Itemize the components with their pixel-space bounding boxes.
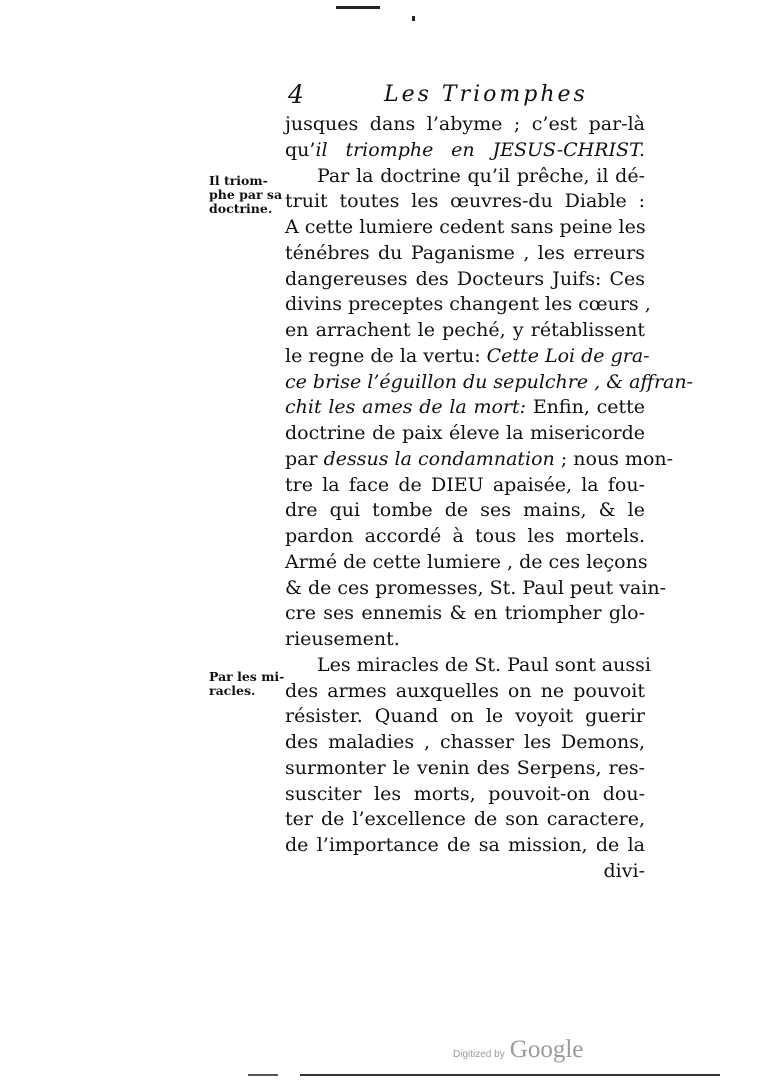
- text-line: A cette lumiere cedent sans peine les: [285, 216, 646, 238]
- text-line: doctrine de paix éleve la misericorde: [285, 422, 645, 444]
- text-line: tre la face de DIEU apaisée, la fou-: [285, 473, 645, 496]
- text-line: le regne de la vertu: Cette Loi de gra-: [285, 344, 650, 367]
- text-line: susciter les morts, pouvoit-on dou-: [285, 782, 645, 805]
- margin-note-miracles: [209, 670, 284, 698]
- margin-note-line: Par les mi-: [209, 669, 285, 684]
- watermark-prefix: Digitized by: [453, 1049, 505, 1060]
- paragraph-start-line: Par la doctrine qu’il prêche, il dé-: [317, 164, 645, 187]
- margin-note-doctrine: [209, 174, 282, 216]
- running-title: Les Triomphes: [384, 82, 588, 107]
- text-line: en arrachent le peché, y rétablissent: [285, 319, 645, 341]
- margin-note-line: phe par sa: [209, 187, 283, 202]
- page-header: [286, 80, 646, 110]
- margin-note-line: racles.: [209, 683, 256, 698]
- top-ornament-rule: [336, 6, 380, 9]
- text-line: ce brise l’éguillon du sepulchre , & affran-: [285, 370, 694, 393]
- text-line: par dessus la condamnation ; nous mon-: [285, 447, 674, 470]
- text-line: Armé de cette lumiere , de ces leçons: [285, 550, 648, 573]
- margin-note-line: Il triom-: [209, 173, 268, 188]
- text-line: rieusement.: [285, 628, 400, 650]
- top-ornament-dot: [412, 16, 415, 21]
- text-line: dre qui tombe de ses mains, & le: [285, 499, 645, 522]
- watermark-brand: Google: [509, 1036, 584, 1063]
- text-line: chit les ames de la mort: Enfin, cette: [285, 396, 646, 419]
- text-line: divins preceptes changent les cœurs ,: [285, 293, 651, 316]
- text-line: ter de l’excellence de son caractere,: [285, 808, 645, 831]
- digitized-watermark: [453, 1036, 583, 1064]
- bottom-edge-rule: [300, 1074, 720, 1076]
- text-line: résister. Quand on le voyoit guerir: [285, 705, 645, 728]
- text-line: pardon accordé à tous les mortels.: [285, 525, 645, 547]
- text-line: cre ses ennemis & en triompher glo-: [285, 602, 645, 625]
- bottom-edge-mark: [248, 1074, 278, 1076]
- text-line: des armes auxquelles on ne pouvoit: [285, 679, 645, 702]
- text-line: ténébres du Paganisme , les erreurs: [285, 241, 645, 264]
- text-line: des maladies , chasser les Demons,: [285, 731, 645, 753]
- margin-note-line: doctrine.: [209, 201, 273, 216]
- text-line: jusques dans l’abyme ; c’est par-là: [285, 113, 645, 135]
- catchword: divi-: [603, 859, 645, 882]
- text-line: surmonter le venin des Serpens, res-: [285, 756, 645, 779]
- paragraph-start-line: Les miracles de St. Paul sont aussi: [317, 653, 651, 676]
- page-number: 4: [288, 80, 304, 109]
- text-line: & de ces promesses, St. Paul peut vain-: [285, 576, 667, 599]
- text-line: truit toutes les œuvres-du Diable :: [285, 190, 645, 213]
- text-line: dangereuses des Docteurs Juifs: Ces: [285, 267, 645, 290]
- text-line: de l’importance de sa mission, de la: [285, 834, 645, 856]
- text-line: qu’il triomphe en JESUS-CHRIST.: [285, 138, 645, 161]
- body-text: [285, 112, 694, 885]
